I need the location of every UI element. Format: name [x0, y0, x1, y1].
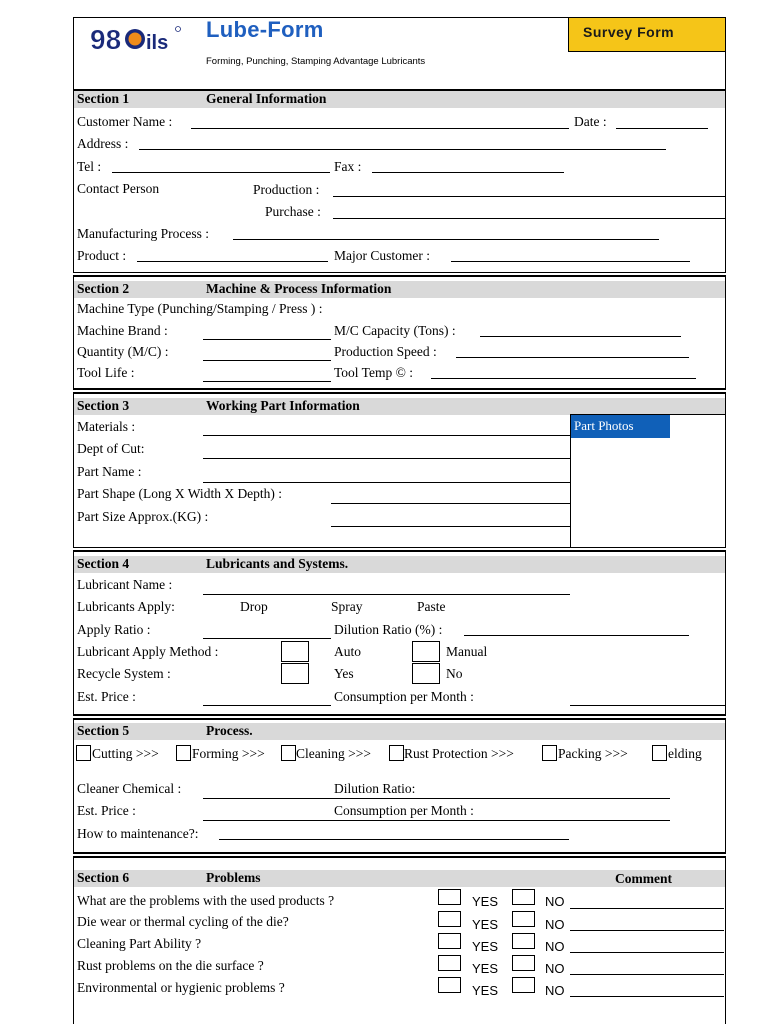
part-name-field[interactable]	[203, 482, 570, 483]
step-rust-checkbox[interactable]	[389, 745, 404, 761]
apply-option-drop[interactable]: Drop	[240, 599, 268, 614]
problem-3-comment-field[interactable]	[570, 952, 724, 953]
section5-title: Process.	[206, 723, 253, 738]
problem-question-5: Environmental or hygienic problems ?	[77, 980, 285, 995]
step-forming-checkbox[interactable]	[176, 745, 191, 761]
problem-1-yes-label: YES	[472, 894, 499, 909]
svg-text:ils: ils	[146, 32, 169, 54]
maintenance-label: How to maintenance?:	[77, 826, 199, 841]
part-photos-label: Part Photos	[571, 415, 670, 438]
cleaner-chemical-field[interactable]	[203, 798, 331, 799]
production-label: Production :	[253, 182, 320, 197]
section4-number: Section 4	[77, 556, 130, 571]
quantity-label: Quantity (M/C) :	[77, 344, 169, 359]
cleaner-dilution-field[interactable]	[331, 798, 670, 799]
problem-1-comment-field[interactable]	[570, 908, 724, 909]
step-cutting-checkbox[interactable]	[76, 745, 91, 761]
survey-form-label: Survey Form	[583, 24, 675, 40]
tool-life-field[interactable]	[203, 381, 331, 382]
address-label: Address :	[77, 136, 129, 151]
contact-person-label: Contact Person	[77, 181, 160, 196]
tel-label: Tel :	[77, 159, 102, 174]
problem-4-yes-label: YES	[472, 961, 499, 976]
apply-ratio-label: Apply Ratio :	[77, 622, 151, 637]
problem-1-yes-checkbox[interactable]	[438, 889, 461, 905]
comment-header: Comment	[615, 871, 672, 886]
fax-field[interactable]	[372, 172, 564, 173]
problem-1-no-label: NO	[545, 894, 565, 909]
section3-number: Section 3	[77, 398, 130, 413]
problem-1-no-checkbox[interactable]	[512, 889, 535, 905]
problem-3-no-label: NO	[545, 939, 565, 954]
major-customer-label: Major Customer :	[334, 248, 430, 263]
problem-3-yes-label: YES	[472, 939, 499, 954]
est-price-field[interactable]	[203, 705, 331, 706]
apply-method-checkbox[interactable]	[281, 641, 309, 662]
problem-2-yes-checkbox[interactable]	[438, 911, 461, 927]
lubricant-name-field[interactable]	[203, 594, 570, 595]
section4-title: Lubricants and Systems.	[206, 556, 349, 571]
step-packing: Packing >>>	[558, 746, 628, 761]
process-consumption-field[interactable]	[331, 820, 670, 821]
section6-number: Section 6	[77, 870, 130, 885]
process-price-field[interactable]	[203, 820, 331, 821]
section2-number: Section 2	[77, 281, 130, 296]
est-price-label: Est. Price :	[77, 689, 136, 704]
dilution-ratio-field[interactable]	[464, 635, 689, 636]
tel-field[interactable]	[112, 172, 330, 173]
problem-question-3: Cleaning Part Ability ?	[77, 936, 202, 951]
problem-5-no-checkbox[interactable]	[512, 977, 535, 993]
section3-header-bar	[74, 398, 725, 415]
step-welding: elding	[668, 746, 702, 761]
svg-text:98: 98	[90, 24, 122, 55]
manufacturing-process-label: Manufacturing Process :	[77, 226, 209, 241]
lubricant-name-label: Lubricant Name :	[77, 577, 173, 592]
quantity-field[interactable]	[203, 360, 331, 361]
date-label: Date :	[574, 114, 607, 129]
address-field[interactable]	[139, 149, 666, 150]
recycle-no-checkbox[interactable]	[412, 663, 440, 684]
purchase-label: Purchase :	[265, 204, 321, 219]
production-speed-field[interactable]	[456, 357, 689, 358]
purchase-field[interactable]	[333, 218, 725, 219]
product-field[interactable]	[137, 261, 328, 262]
part-size-label: Part Size Approx.(KG) :	[77, 509, 209, 524]
production-speed-label: Production Speed :	[334, 344, 437, 359]
problem-4-comment-field[interactable]	[570, 974, 724, 975]
major-customer-field[interactable]	[451, 261, 690, 262]
section5-header-bar	[74, 723, 725, 740]
step-rust-protection: Rust Protection >>>	[404, 746, 514, 761]
maintenance-field[interactable]	[219, 839, 569, 840]
recycle-yes-option: Yes	[334, 666, 354, 681]
customer-name-label: Customer Name :	[77, 114, 173, 129]
manufacturing-process-field[interactable]	[233, 239, 659, 240]
date-field[interactable]	[616, 128, 708, 129]
step-forming: Forming >>>	[192, 746, 265, 761]
apply-method-label: Lubricant Apply Method :	[77, 644, 219, 659]
section3-title: Working Part Information	[206, 398, 360, 413]
mc-capacity-label: M/C Capacity (Tons) :	[334, 323, 456, 338]
section2-header-bar	[74, 281, 725, 298]
tool-life-label: Tool Life :	[77, 365, 135, 380]
section1-title: General Information	[206, 91, 327, 106]
recycle-no-option: No	[446, 666, 463, 681]
part-shape-field[interactable]	[331, 503, 570, 504]
brand-title: Lube-Form	[206, 17, 324, 42]
mc-capacity-field[interactable]	[480, 336, 681, 337]
step-cleaning-checkbox[interactable]	[281, 745, 296, 761]
fax-label: Fax :	[334, 159, 362, 174]
problem-3-no-checkbox[interactable]	[512, 933, 535, 949]
process-consumption-label: Consumption per Month :	[334, 803, 474, 818]
section6-title: Problems	[206, 870, 261, 885]
step-packing-checkbox[interactable]	[542, 745, 557, 761]
problem-4-no-label: NO	[545, 961, 565, 976]
problem-3-yes-checkbox[interactable]	[438, 933, 461, 949]
problem-4-yes-checkbox[interactable]	[438, 955, 461, 971]
dilution-ratio-label: Dilution Ratio (%) :	[334, 622, 443, 637]
materials-label: Materials :	[77, 419, 136, 434]
recycle-yes-checkbox[interactable]	[281, 663, 309, 684]
cleaner-chemical-label: Cleaner Chemical :	[77, 781, 182, 796]
lubricants-apply-label: Lubricants Apply:	[77, 599, 175, 614]
problem-2-comment-field[interactable]	[570, 930, 724, 931]
part-size-field[interactable]	[331, 526, 570, 527]
company-logo	[88, 20, 188, 56]
product-label: Product :	[77, 248, 127, 263]
section5-number: Section 5	[77, 723, 130, 738]
brand-subtitle: Forming, Punching, Stamping Advantage Lubricants	[206, 56, 426, 67]
problem-2-yes-label: YES	[472, 917, 499, 932]
machine-type-label: Machine Type (Punching/Stamping / Press ) :	[77, 301, 323, 316]
auto-option: Auto	[334, 644, 361, 659]
apply-ratio-field[interactable]	[203, 638, 331, 639]
customer-name-field[interactable]	[191, 128, 569, 129]
problem-question-4: Rust problems on the die surface ?	[77, 958, 264, 973]
apply-option-spray[interactable]: Spray	[331, 599, 363, 614]
problem-2-no-label: NO	[545, 917, 565, 932]
manual-checkbox[interactable]	[412, 641, 440, 662]
problem-5-yes-checkbox[interactable]	[438, 977, 461, 993]
apply-option-paste[interactable]: Paste	[417, 599, 446, 614]
problem-question-2: Die wear or thermal cycling of the die?	[77, 914, 289, 929]
materials-field[interactable]	[203, 435, 570, 436]
step-cleaning: Cleaning >>>	[296, 746, 371, 761]
problem-question-1: What are the problems with the used products ?	[77, 893, 335, 908]
problem-5-yes-label: YES	[472, 983, 499, 998]
process-price-label: Est. Price :	[77, 803, 136, 818]
step-cutting: Cutting >>>	[92, 746, 159, 761]
problem-4-no-checkbox[interactable]	[512, 955, 535, 971]
cleaner-dilution-label: Dilution Ratio:	[334, 781, 416, 796]
production-field[interactable]	[333, 196, 725, 197]
section2-title: Machine & Process Information	[206, 281, 392, 296]
consumption-field[interactable]	[570, 705, 725, 706]
problem-5-comment-field[interactable]	[570, 996, 724, 997]
problem-5-no-label: NO	[545, 983, 565, 998]
tool-temp-field[interactable]	[431, 378, 696, 379]
machine-brand-field[interactable]	[203, 339, 331, 340]
part-name-label: Part Name :	[77, 464, 142, 479]
machine-brand-label: Machine Brand :	[77, 323, 168, 338]
manual-option: Manual	[446, 644, 488, 659]
section1-header-bar	[74, 91, 725, 108]
section4-header-bar	[74, 556, 725, 573]
recycle-system-label: Recycle System :	[77, 666, 171, 681]
step-welding-checkbox[interactable]	[652, 745, 667, 761]
part-shape-label: Part Shape (Long X Width X Depth) :	[77, 486, 283, 501]
tool-temp-label: Tool Temp © :	[334, 365, 413, 380]
problem-2-no-checkbox[interactable]	[512, 911, 535, 927]
dept-of-cut-label: Dept of Cut:	[77, 441, 145, 456]
section1-number: Section 1	[77, 91, 130, 106]
dept-of-cut-field[interactable]	[203, 458, 570, 459]
consumption-label: Consumption per Month :	[334, 689, 474, 704]
